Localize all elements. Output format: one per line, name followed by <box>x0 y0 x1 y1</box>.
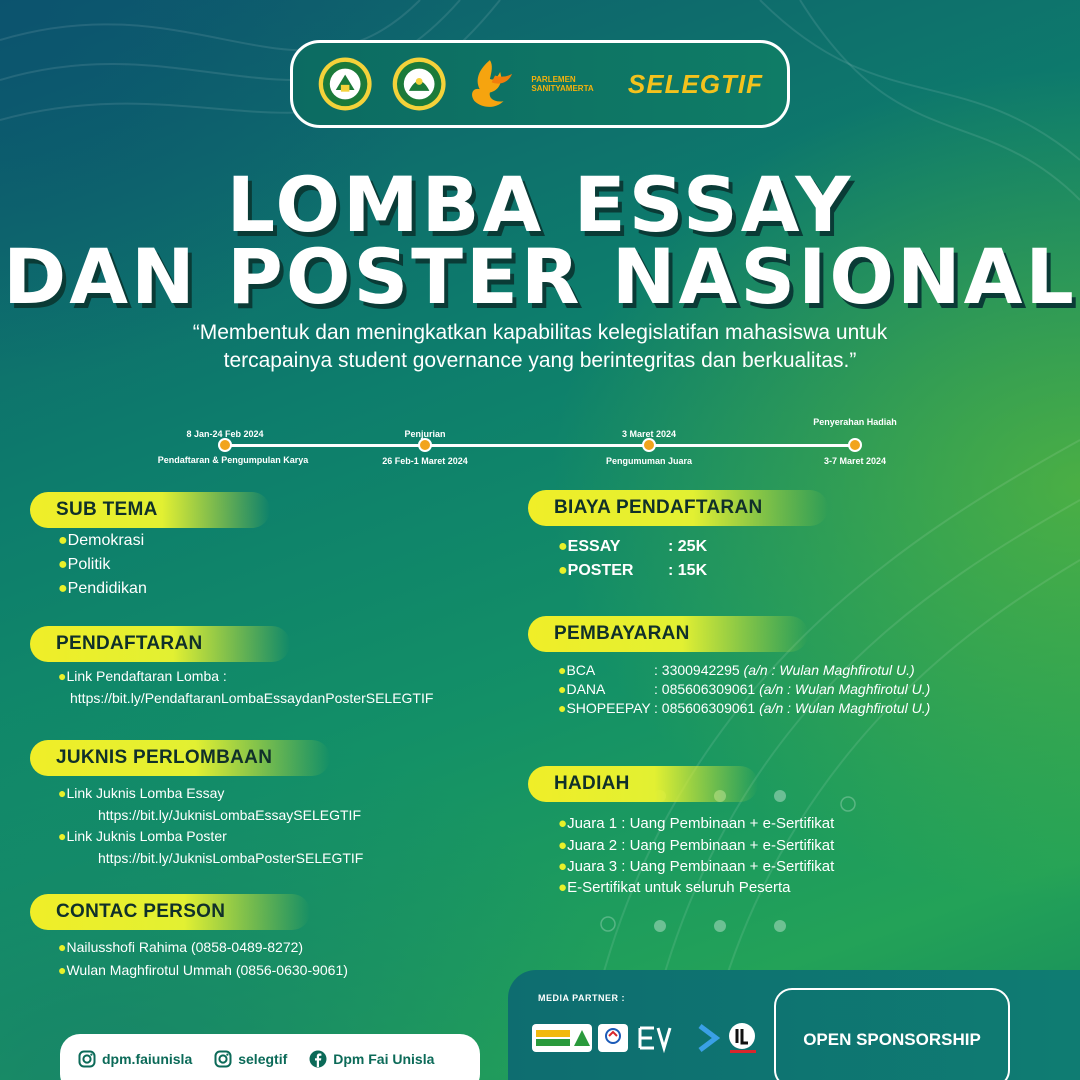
instagram-icon <box>78 1050 96 1068</box>
biaya-price: : 25K <box>668 538 708 555</box>
timeline-top-label: Penjurian <box>404 429 446 439</box>
timeline-bottom-label: Pengumuman Juara <box>605 456 693 466</box>
timeline-dot <box>218 438 232 452</box>
timeline-bottom-label: Pendaftaran & Pengumpulan Karya <box>157 455 309 465</box>
timeline-top-label: Penyerahan Hadiah <box>813 417 897 427</box>
open-sponsorship-box: OPEN SPONSORSHIP <box>774 988 1010 1080</box>
timeline-dot <box>848 438 862 452</box>
facebook-dpm-fai-unisla[interactable]: Dpm Fai Unisla <box>309 1050 434 1068</box>
pembayaran-method: ●BCA <box>558 662 596 678</box>
biaya-heading: BIAYA PENDAFTARAN <box>528 490 828 526</box>
instagram-icon <box>214 1050 232 1068</box>
sub-tema-item: ●Politik <box>58 556 111 573</box>
university-seal-logo <box>317 51 373 117</box>
title-line-2: DAN POSTER NASIONAL <box>3 232 1077 321</box>
pembayaran-number: : 085606309061 (a/n : Wulan Maghfirotul U.) <box>654 700 931 716</box>
faculty-seal-logo <box>391 51 447 117</box>
event-lamongan-logo <box>638 1022 720 1054</box>
contact-item: ●Nailusshofi Rahima (0858-0489-8272) <box>58 939 304 955</box>
selegtif-brand: SELEGTIF <box>627 68 764 99</box>
pendaftaran-link[interactable]: https://bit.ly/PendaftaranLombaEssaydanPosterSELEGTIF <box>70 690 434 706</box>
pembayaran-method: ●SHOPEEPAY <box>558 700 651 716</box>
contact-item: ●Wulan Maghfirotul Ummah (0856-0630-9061) <box>58 962 348 978</box>
pendaftaran-label: ●Link Pendaftaran Lomba : <box>58 668 227 684</box>
event-jawa-timur-logo <box>532 1022 592 1054</box>
timeline-bottom-label: 26 Feb-1 Maret 2024 <box>382 456 468 466</box>
phoenix-logo <box>466 52 514 116</box>
juknis-essay-link[interactable]: https://bit.ly/JuknisLombaEssaySELEGTIF <box>98 807 361 823</box>
parlemen-text: PARLEMEN SANITYAMERTA <box>531 75 594 93</box>
sub-tema-item: ●Demokrasi <box>58 532 145 549</box>
tagline-line-1: “Membentuk dan meningkatkan kapabilitas kelegislatifan mahasiswa untuk <box>192 321 888 344</box>
biaya-item: ●POSTER <box>558 562 634 579</box>
pembayaran-number: : 3300942295 (a/n : Wulan Maghfirotul U.) <box>654 662 915 678</box>
sub-tema-item: ●Pendidikan <box>58 580 147 597</box>
juknis-poster-link[interactable]: https://bit.ly/JuknisLombaPosterSELEGTIF <box>98 850 364 866</box>
social-bar <box>60 1034 480 1080</box>
sub-tema-heading: SUB TEMA <box>30 492 270 528</box>
tagline-line-2: tercapainya student governance yang berintegritas dan berkualitas.” <box>223 349 857 372</box>
hadiah-heading: HADIAH <box>528 766 758 802</box>
pendaftaran-heading: PENDAFTARAN <box>30 626 290 662</box>
pembayaran-heading: PEMBAYARAN <box>528 616 808 652</box>
hadiah-item: ●Juara 3 : Uang Pembinaan + e-Sertifikat <box>558 858 835 875</box>
timeline-bottom-label: 3-7 Maret 2024 <box>823 456 887 466</box>
hadiah-item: ●Juara 2 : Uang Pembinaan + e-Sertifikat <box>558 837 835 854</box>
media-partner-label: MEDIA PARTNER : <box>538 993 625 1003</box>
timeline-line <box>222 444 858 447</box>
timeline-top-label: 3 Maret 2024 <box>621 429 677 439</box>
biaya-item: ●ESSAY <box>558 538 621 555</box>
timeline-dot <box>642 438 656 452</box>
instagram-selegtif[interactable]: selegtif <box>214 1050 287 1068</box>
info-lamongan-logo <box>726 1022 760 1054</box>
juknis-essay-label: ●Link Juknis Lomba Essay <box>58 785 225 801</box>
juknis-poster-label: ●Link Juknis Lomba Poster <box>58 828 227 844</box>
biaya-price: : 15K <box>668 562 708 579</box>
instagram-faiunisla[interactable]: dpm.faiunisla <box>78 1050 192 1068</box>
timeline-top-label: 8 Jan-24 Feb 2024 <box>186 429 264 439</box>
facebook-icon <box>309 1050 327 1068</box>
hadiah-item: ●E-Sertifikat untuk seluruh Peserta <box>558 879 791 896</box>
contact-heading: CONTAC PERSON <box>30 894 310 930</box>
hadiah-item: ●Juara 1 : Uang Pembinaan + e-Sertifikat <box>558 815 835 832</box>
title-line-1: LOMBA ESSAY <box>226 160 854 249</box>
timeline-dot <box>418 438 432 452</box>
logo-bar <box>290 40 790 128</box>
infolomba-logo <box>598 1022 628 1054</box>
pembayaran-number: : 085606309061 (a/n : Wulan Maghfirotul U.) <box>654 681 931 697</box>
juknis-heading: JUKNIS PERLOMBAAN <box>30 740 330 776</box>
pembayaran-method: ●DANA <box>558 681 606 697</box>
